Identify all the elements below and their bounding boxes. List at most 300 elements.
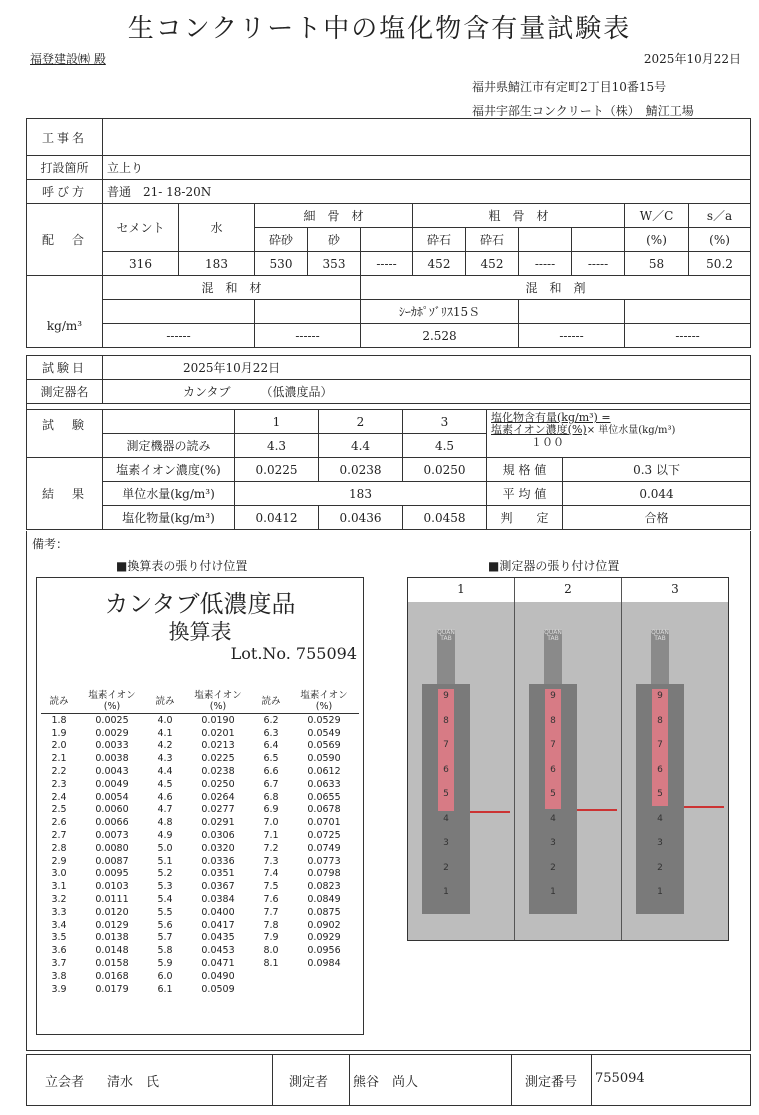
wc-unit: (%): [625, 228, 689, 252]
conversion-cell: 5.4: [157, 894, 173, 906]
conversion-cell: 8.1: [263, 958, 279, 970]
conversion-table-card: [36, 577, 364, 1035]
conversion-cell: 0.0490: [201, 970, 235, 982]
strip-scale-label: 1: [550, 887, 556, 897]
mix-label: 配 合: [27, 204, 103, 276]
conversion-cell: 0.0291: [201, 817, 235, 829]
conversion-cell: 0.0277: [201, 804, 235, 816]
strip-scale-label: 5: [550, 789, 556, 799]
conversion-cell: 0.0678: [307, 804, 341, 816]
conversion-row: [41, 816, 359, 829]
conversion-row: [41, 778, 359, 791]
conversion-row: [41, 829, 359, 842]
unit-water-label: 単位水量(kg/m³): [103, 482, 235, 506]
conversion-cell: [289, 983, 359, 996]
conversion-cell: 7.3: [263, 855, 279, 867]
conversion-header-1: 塩素イオン (%): [77, 690, 147, 714]
conversion-row: [41, 906, 359, 919]
reading-marker: [470, 811, 510, 813]
conversion-cell: 3.3: [51, 906, 67, 918]
conversion-cell: 7.1: [263, 830, 279, 842]
sa-value: 50.2: [689, 252, 751, 276]
conversion-cell: 6.1: [157, 983, 173, 995]
material-1-value: ------: [103, 324, 255, 348]
conversion-row: [41, 957, 359, 970]
strip-brand: QUANTAB: [544, 629, 562, 642]
conversion-cell: 2.6: [51, 817, 67, 829]
conversion-cell: 0.0471: [201, 958, 235, 970]
col-1-header: 1: [235, 410, 319, 434]
conversion-cell: 7.4: [263, 868, 279, 880]
agent-value: 2.528: [361, 324, 519, 348]
conversion-cell: 7.6: [263, 894, 279, 906]
conversion-row: [41, 791, 359, 804]
conversion-cell: 6.5: [263, 753, 279, 765]
conversion-cell: [289, 970, 359, 983]
conversion-cell: 6.8: [263, 791, 279, 803]
strip-scale-label: 7: [443, 740, 449, 750]
conversion-cell: 6.4: [263, 740, 279, 752]
wc-value: 58: [625, 252, 689, 276]
conversion-cell: 5.6: [157, 919, 173, 931]
concentration-2: 0.0238: [319, 458, 403, 482]
conversion-cell: 0.0849: [307, 894, 341, 906]
conversion-cell: [253, 983, 289, 996]
conversion-cell: 0.0049: [95, 778, 129, 790]
coarse-1-label: 砕石: [413, 228, 466, 252]
water-label: 水: [179, 204, 255, 252]
coarse-2-label: 砕石: [466, 228, 519, 252]
conversion-cell: 0.0875: [307, 906, 341, 918]
strip-scale-label: 2: [443, 862, 449, 873]
chloride-label: 塩化物量(kg/m³): [103, 506, 235, 530]
strip-cap: [651, 630, 669, 684]
conversion-cell: 0.0148: [95, 945, 129, 957]
test-date-value: 2025年10月22日: [103, 356, 751, 380]
fine-1-value: 530: [255, 252, 308, 276]
strip-scale-label: 3: [657, 838, 663, 848]
conversion-cell: 0.0306: [201, 830, 235, 842]
conversion-cell: 0.0095: [95, 868, 129, 880]
conversion-cell: 0.0435: [201, 932, 235, 944]
reading-marker: [684, 806, 724, 808]
conversion-cell: 0.0400: [201, 906, 235, 918]
conversion-row: [41, 727, 359, 740]
conversion-cell: 2.5: [51, 804, 67, 816]
conversion-cell: 0.0111: [95, 894, 129, 906]
conversion-cell: 0.0701: [307, 817, 341, 829]
conversion-row: [41, 842, 359, 855]
conversion-cell: 0.0054: [95, 791, 129, 803]
conversion-cell: 0.0250: [201, 778, 235, 790]
reading-2: 4.4: [319, 434, 403, 458]
strip-scale-label: 6: [657, 764, 663, 775]
strip-scale-label: 8: [657, 715, 663, 726]
conversion-cell: 0.0569: [307, 740, 341, 752]
coarse-aggregate-label: 粗 骨 材: [413, 204, 625, 228]
witness-value: 清水 氏: [107, 1075, 160, 1090]
col-3-header: 3: [403, 410, 487, 434]
conversion-cell: 0.0749: [307, 842, 341, 854]
conversion-header-2: 読み: [147, 690, 183, 714]
formula-line-3: × 単位水量(kg/m³): [586, 425, 676, 436]
measurer-label: 測定者: [289, 1075, 329, 1090]
strip-scale-label: 6: [443, 764, 449, 775]
unit-label: kg/m³: [27, 276, 103, 348]
strip-scale-label: 4: [550, 813, 556, 824]
conversion-cell: 3.5: [51, 932, 67, 944]
conversion-cell: 3.7: [51, 958, 67, 970]
conversion-cell: 0.0417: [201, 919, 235, 931]
conversion-cell: 0.0129: [95, 919, 129, 931]
conversion-cell: 4.3: [157, 753, 173, 765]
conversion-cell: 0.0549: [307, 727, 341, 739]
reading-3: 4.5: [403, 434, 487, 458]
cement-value: 316: [103, 252, 179, 276]
sa-label: s／a: [689, 204, 751, 228]
conversion-cell: 0.0509: [201, 983, 235, 995]
conversion-cell: 5.9: [157, 958, 173, 970]
strip-scale-label: 5: [443, 789, 449, 799]
conversion-cell: 3.9: [51, 983, 67, 995]
judge-value: 合格: [563, 506, 751, 530]
number-label: 測定番号: [525, 1075, 578, 1090]
average-label: 平 均 値: [487, 482, 563, 506]
conversion-cell: 0.0773: [307, 855, 341, 867]
mix-form-table: [26, 118, 751, 348]
conversion-cell: 0.0138: [95, 932, 129, 944]
designation-value: 普通 21- 18-20N: [103, 180, 751, 204]
conversion-cell: 0.0453: [201, 945, 235, 957]
conversion-cell: 0.0225: [201, 753, 235, 765]
concentration-1: 0.0225: [235, 458, 319, 482]
conversion-row: [41, 983, 359, 996]
col-2-header: 2: [319, 410, 403, 434]
conversion-cell: 0.0929: [307, 932, 341, 944]
conversion-cell: 0.0038: [95, 753, 129, 765]
conversion-cell: 4.1: [157, 727, 173, 739]
conversion-cell: 4.6: [157, 791, 173, 803]
conversion-cell: 0.0060: [95, 804, 129, 816]
conversion-row: [41, 944, 359, 957]
conversion-cell: 0.0179: [95, 983, 129, 995]
conversion-cell: 0.0902: [307, 919, 341, 931]
fine-2-value: 353: [308, 252, 361, 276]
conversion-cell: 2.9: [51, 855, 67, 867]
conversion-cell: 0.0120: [95, 906, 129, 918]
meter-photo-number: 1: [457, 582, 465, 596]
conversion-cell: 0.0612: [307, 766, 341, 778]
strip-scale-label: 2: [657, 862, 663, 873]
conversion-cell: 6.3: [263, 727, 279, 739]
conversion-cell: 0.0336: [201, 855, 235, 867]
strip-scale-label: 9: [443, 691, 449, 701]
conversion-cell: 3.6: [51, 945, 67, 957]
conversion-cell: 0.0367: [201, 881, 235, 893]
strip-scale-label: 3: [550, 838, 556, 848]
conversion-header-0: 読み: [41, 690, 77, 714]
coarse-2-value: 452: [466, 252, 519, 276]
conversion-cell: [253, 970, 289, 983]
sa-unit: (%): [689, 228, 751, 252]
conversion-row: [41, 919, 359, 932]
reading-marker: [577, 809, 617, 811]
formula-line-2: 塩素イオン濃度(%): [491, 423, 587, 436]
conversion-cell: 6.7: [263, 778, 279, 790]
conversion-cell: 0.0590: [307, 753, 341, 765]
conversion-cell: 5.1: [157, 855, 173, 867]
remarks-label: 備考：: [32, 537, 69, 551]
conversion-cell: 0.0168: [95, 970, 129, 982]
admixture-agent-label: 混 和 剤: [361, 276, 751, 300]
conversion-cell: 7.5: [263, 881, 279, 893]
company-address: 福井県鯖江市有定町2丁目10番15号: [472, 80, 667, 94]
conversion-cell: 0.0238: [201, 766, 235, 778]
conversion-cell: 0.0190: [201, 714, 235, 726]
conversion-cell: 7.7: [263, 906, 279, 918]
strip-cap: [544, 630, 562, 684]
conversion-cell: 6.9: [263, 804, 279, 816]
conversion-row: [41, 880, 359, 893]
conversion-subtitle: 換算表: [168, 620, 232, 644]
conversion-cell: 0.0529: [307, 714, 341, 726]
device-label: 測定器名: [27, 380, 103, 404]
strip-scale-label: 8: [550, 715, 556, 726]
strip-scale-label: 7: [550, 740, 556, 750]
witness-label: 立会者: [45, 1075, 85, 1090]
test-results-table: [26, 355, 751, 530]
document-title: 生コンクリート中の塩化物含有量試験表: [127, 14, 632, 44]
conversion-row: [41, 932, 359, 945]
reading-label: 測定機器の読み: [103, 434, 235, 458]
conversion-cell: 0.0655: [307, 791, 341, 803]
test-date-label: 試験日: [27, 356, 103, 380]
meter-photos: [407, 577, 729, 941]
unit-water-value: 183: [235, 482, 487, 506]
conversion-cell: 0.0984: [307, 958, 341, 970]
company-name: 福井宇部生コンクリート（株） 鯖江工場: [472, 104, 694, 118]
fine-2-label: 砂: [308, 228, 361, 252]
conversion-cell: 1.9: [51, 727, 67, 739]
strip-cap: [437, 630, 455, 684]
strip-scale-label: 7: [657, 740, 663, 750]
conversion-cell: 0.0201: [201, 727, 235, 739]
issue-date: 2025年10月22日: [643, 52, 741, 66]
conversion-cell: 0.0033: [95, 740, 129, 752]
cement-label: セメント: [103, 204, 179, 252]
conversion-cell: 5.2: [157, 868, 173, 880]
conversion-row: [41, 893, 359, 906]
conversion-row: [41, 855, 359, 868]
conversion-cell: 1.8: [51, 714, 67, 726]
conversion-cell: 0.0351: [201, 868, 235, 880]
judge-label: 判 定: [487, 506, 563, 530]
conversion-cell: 0.0320: [201, 842, 235, 854]
conversion-cell: 7.2: [263, 842, 279, 854]
conversion-cell: 7.9: [263, 932, 279, 944]
conversion-row: [41, 765, 359, 778]
meter-position-label: ■測定器の張り付け位置: [488, 559, 620, 573]
agent-2-value: ------: [519, 324, 625, 348]
strip-brand: QUANTAB: [437, 629, 455, 642]
quantab-strip: [636, 684, 684, 914]
conversion-cell: 6.6: [263, 766, 279, 778]
construction-label: 工事名: [27, 119, 103, 156]
result-label: 結 果: [27, 458, 103, 530]
conversion-cell: 3.1: [51, 881, 67, 893]
conversion-cell: 0.0633: [307, 778, 341, 790]
conversion-cell: 3.4: [51, 919, 67, 931]
conversion-cell: 2.4: [51, 791, 67, 803]
strip-scale-label: 9: [657, 691, 663, 701]
conversion-cell: 0.0264: [201, 791, 235, 803]
wc-label: W／C: [625, 204, 689, 228]
strip-scale-label: 3: [443, 838, 449, 848]
signature-row: [26, 1054, 751, 1106]
conversion-cell: 0.0073: [95, 830, 129, 842]
formula-line-1: 塩化物含有量(kg/m³) =: [491, 411, 611, 424]
conversion-cell: 4.4: [157, 766, 173, 778]
conversion-title: カンタブ低濃度品: [104, 590, 296, 618]
strip-scale-label: 6: [550, 764, 556, 775]
meter-photo-2: [515, 578, 622, 940]
conversion-table: [41, 690, 359, 996]
construction-value: [103, 119, 751, 156]
conversion-cell: 0.0029: [95, 727, 129, 739]
chloride-3: 0.0458: [403, 506, 487, 530]
placement-value: 立上り: [103, 156, 751, 180]
quantab-strip: [422, 684, 470, 914]
conversion-cell: 4.8: [157, 817, 173, 829]
conversion-cell: 5.5: [157, 906, 173, 918]
strip-brand: QUANTAB: [651, 629, 669, 642]
conversion-cell: 0.0213: [201, 740, 235, 752]
reading-1: 4.3: [235, 434, 319, 458]
conversion-cell: 7.0: [263, 817, 279, 829]
conversion-cell: 0.0066: [95, 817, 129, 829]
meter-photo-number: 2: [564, 582, 572, 596]
conversion-cell: 2.8: [51, 842, 67, 854]
conversion-header-3: 塩素イオン (%): [183, 690, 253, 714]
conversion-cell: 3.2: [51, 894, 67, 906]
conversion-row: [41, 752, 359, 765]
conversion-cell: 4.5: [157, 778, 173, 790]
conversion-row: [41, 740, 359, 753]
conversion-cell: 5.7: [157, 932, 173, 944]
device-value: カンタブ （低濃度品）: [103, 380, 751, 404]
designation-label: 呼び方: [27, 180, 103, 204]
placement-label: 打設箇所: [27, 156, 103, 180]
conversion-cell: 0.0087: [95, 855, 129, 867]
conversion-row: [41, 868, 359, 881]
formula-line-4: １００: [531, 436, 564, 449]
conversion-cell: 0.0384: [201, 894, 235, 906]
conversion-cell: 4.9: [157, 830, 173, 842]
quantab-strip: [529, 684, 577, 914]
conversion-cell: 0.0080: [95, 842, 129, 854]
conversion-cell: 2.2: [51, 766, 67, 778]
strip-scale-label: 9: [550, 691, 556, 701]
client-name: 福登建設㈱ 殿: [30, 52, 106, 66]
conversion-cell: 0.0798: [307, 868, 341, 880]
conversion-cell: 0.0025: [95, 714, 129, 726]
conversion-cell: 5.0: [157, 842, 173, 854]
strip-scale-label: 2: [550, 862, 556, 873]
chloride-1: 0.0412: [235, 506, 319, 530]
conversion-cell: 4.7: [157, 804, 173, 816]
strip-scale-label: 4: [443, 813, 449, 824]
conversion-cell: 2.0: [51, 740, 67, 752]
conversion-cell: 2.7: [51, 830, 67, 842]
admixture-material-label: 混 和 材: [103, 276, 361, 300]
conversion-header-5: 塩素イオン (%): [289, 690, 359, 714]
conversion-cell: 6.0: [157, 970, 173, 982]
strip-scale-label: 8: [443, 715, 449, 726]
measurer-value: 熊谷 尚人: [353, 1075, 419, 1090]
strip-scale-label: 1: [657, 887, 663, 897]
conversion-cell: 2.3: [51, 778, 67, 790]
fine-1-label: 砕砂: [255, 228, 308, 252]
fine-3-value: -----: [361, 252, 413, 276]
conversion-cell: 3.0: [51, 868, 67, 880]
coarse-4-value: -----: [572, 252, 625, 276]
fine-aggregate-label: 細 骨 材: [255, 204, 413, 228]
coarse-3-value: -----: [519, 252, 572, 276]
average-value: 0.044: [563, 482, 751, 506]
material-2-value: ------: [255, 324, 361, 348]
conversion-header-4: 読み: [253, 690, 289, 714]
conversion-cell: 0.0158: [95, 958, 129, 970]
coarse-1-value: 452: [413, 252, 466, 276]
concentration-label: 塩素イオン濃度(%): [103, 458, 235, 482]
conversion-cell: 7.8: [263, 919, 279, 931]
conversion-cell: 5.3: [157, 881, 173, 893]
conversion-row: [41, 714, 359, 727]
spec-label: 規 格 値: [487, 458, 563, 482]
strip-scale-label: 4: [657, 813, 663, 824]
conversion-cell: 0.0956: [307, 945, 341, 957]
agent-name: ｼｰｶﾎﾟｿﾞﾘｽ15Ｓ: [361, 300, 519, 324]
conversion-row: [41, 804, 359, 817]
chloride-2: 0.0436: [319, 506, 403, 530]
lot-number: Lot.No. 755094: [230, 644, 357, 663]
agent-3-value: ------: [625, 324, 751, 348]
spec-value: 0.3 以下: [563, 458, 751, 482]
conversion-cell: 5.8: [157, 945, 173, 957]
conversion-cell: 6.2: [263, 714, 279, 726]
number-value: 755094: [595, 1071, 645, 1086]
test-label: 試 験: [27, 410, 103, 458]
conversion-cell: 0.0725: [307, 830, 341, 842]
concentration-3: 0.0250: [403, 458, 487, 482]
conversion-cell: 2.1: [51, 753, 67, 765]
meter-photo-number: 3: [671, 582, 679, 596]
water-value: 183: [179, 252, 255, 276]
conversion-cell: 3.8: [51, 970, 67, 982]
conversion-position-label: ■換算表の張り付け位置: [116, 559, 248, 573]
conversion-cell: 0.0043: [95, 766, 129, 778]
formula: [487, 410, 751, 458]
conversion-cell: 0.0823: [307, 881, 341, 893]
meter-photo-1: [408, 578, 515, 940]
conversion-cell: 4.0: [157, 714, 173, 726]
conversion-cell: 4.2: [157, 740, 173, 752]
conversion-cell: 0.0103: [95, 881, 129, 893]
meter-photo-3: [622, 578, 728, 940]
strip-scale-label: 5: [657, 789, 663, 799]
conversion-row: [41, 970, 359, 983]
strip-scale-label: 1: [443, 887, 449, 897]
